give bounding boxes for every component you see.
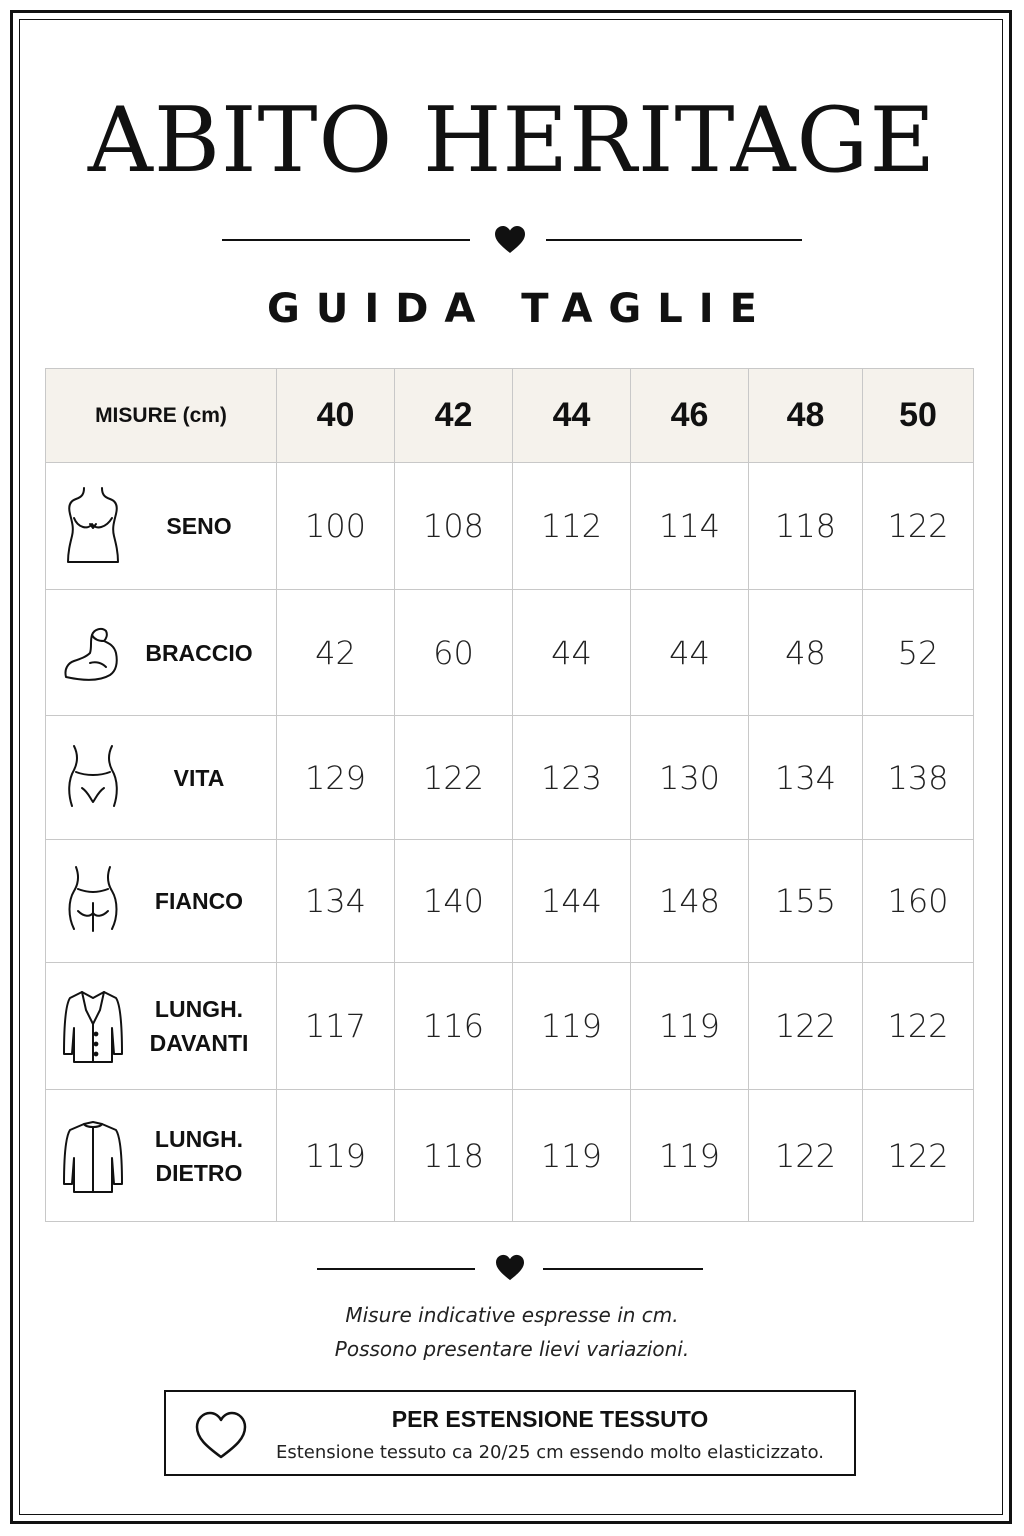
box-title: PER ESTENSIONE TESSUTO bbox=[391, 1406, 709, 1432]
table-cell: 118 bbox=[749, 463, 863, 590]
heart-outline-icon bbox=[194, 1410, 248, 1460]
table-cell: 134 bbox=[749, 716, 863, 840]
table-cell: 48 bbox=[749, 590, 863, 716]
table-cell: 160 bbox=[863, 840, 974, 963]
table-cell: 148 bbox=[631, 840, 749, 963]
table-cell: 118 bbox=[395, 1090, 513, 1222]
table-cell: 155 bbox=[749, 840, 863, 963]
size-header: 44 bbox=[513, 369, 631, 463]
page-title: ABITO HERITAGE bbox=[87, 88, 937, 193]
page-subtitle: GUIDA TAGLIE bbox=[267, 286, 773, 332]
table-row bbox=[46, 1090, 974, 1222]
size-header: 48 bbox=[749, 369, 863, 463]
row-label: FIANCO bbox=[154, 888, 244, 914]
table-cell: 123 bbox=[513, 716, 631, 840]
size-header: 40 bbox=[277, 369, 395, 463]
table-cell: 144 bbox=[513, 840, 631, 963]
table-row bbox=[46, 963, 974, 1090]
bottom-divider bbox=[317, 1249, 703, 1289]
heart-icon bbox=[495, 1254, 525, 1282]
row-label-cell bbox=[46, 716, 277, 840]
fabric-stretch-box bbox=[164, 1390, 856, 1476]
jacket-front-icon bbox=[60, 984, 126, 1068]
row-label-cell bbox=[46, 590, 277, 716]
table-cell: 122 bbox=[749, 1090, 863, 1222]
row-label: LUNGH. DAVANTI bbox=[149, 996, 249, 1056]
table-cell: 42 bbox=[277, 590, 395, 716]
table-row bbox=[46, 840, 974, 963]
table-cell: 119 bbox=[277, 1090, 395, 1222]
table-cell: 122 bbox=[863, 1090, 974, 1222]
box-text: Estensione tessuto ca 20/25 cm essendo molto elasticizzato. bbox=[275, 1442, 825, 1463]
row-label: LUNGH. DIETRO bbox=[154, 1125, 244, 1186]
table-cell: 129 bbox=[277, 716, 395, 840]
measures-header: MISURE (cm) bbox=[46, 369, 277, 463]
table-cell: 44 bbox=[631, 590, 749, 716]
table-row bbox=[46, 463, 974, 590]
row-label: BRACCIO bbox=[145, 639, 253, 666]
table-cell: 60 bbox=[395, 590, 513, 716]
heart-icon bbox=[494, 225, 526, 255]
size-header: 46 bbox=[631, 369, 749, 463]
hip-icon bbox=[60, 859, 126, 943]
table-cell: 44 bbox=[513, 590, 631, 716]
waist-icon bbox=[60, 736, 126, 820]
table-cell: 122 bbox=[395, 716, 513, 840]
table-cell: 119 bbox=[631, 1090, 749, 1222]
jacket-back-icon bbox=[60, 1114, 126, 1198]
row-label-cell bbox=[46, 840, 277, 963]
row-label: SENO bbox=[166, 513, 232, 539]
row-label-cell bbox=[46, 963, 277, 1090]
table-cell: 119 bbox=[513, 963, 631, 1090]
table-cell: 108 bbox=[395, 463, 513, 590]
table-cell: 122 bbox=[863, 463, 974, 590]
note-line-1: Misure indicative espresse in cm. bbox=[345, 1303, 679, 1327]
note-line-2: Possono presentare lievi variazioni. bbox=[334, 1337, 690, 1361]
table-row bbox=[46, 590, 974, 716]
arm-muscle-icon bbox=[60, 611, 126, 695]
table-cell: 116 bbox=[395, 963, 513, 1090]
table-cell: 138 bbox=[863, 716, 974, 840]
bust-icon bbox=[60, 484, 126, 568]
row-label-cell bbox=[46, 463, 277, 590]
table-cell: 119 bbox=[631, 963, 749, 1090]
table-cell: 122 bbox=[863, 963, 974, 1090]
table-cell: 117 bbox=[277, 963, 395, 1090]
table-cell: 119 bbox=[513, 1090, 631, 1222]
table-cell: 112 bbox=[513, 463, 631, 590]
size-header: 42 bbox=[395, 369, 513, 463]
table-cell: 100 bbox=[277, 463, 395, 590]
table-row bbox=[46, 716, 974, 840]
table-header-row bbox=[46, 369, 974, 463]
row-label: VITA bbox=[173, 764, 225, 791]
table-cell: 134 bbox=[277, 840, 395, 963]
table-cell: 52 bbox=[863, 590, 974, 716]
top-divider bbox=[222, 220, 802, 260]
table-cell: 130 bbox=[631, 716, 749, 840]
table-cell: 122 bbox=[749, 963, 863, 1090]
row-label-cell bbox=[46, 1090, 277, 1222]
size-table bbox=[45, 368, 974, 1222]
table-cell: 114 bbox=[631, 463, 749, 590]
size-header: 50 bbox=[863, 369, 974, 463]
table-cell: 140 bbox=[395, 840, 513, 963]
